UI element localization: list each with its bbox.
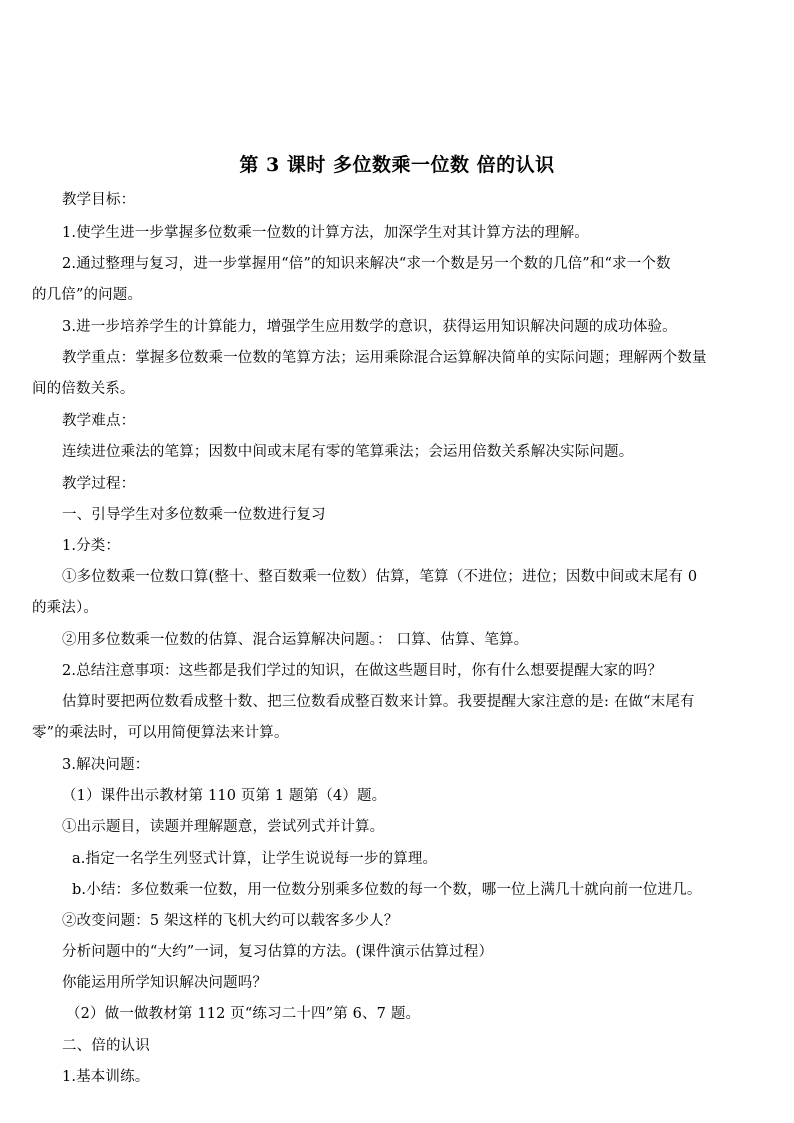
section-heading-process: 教学过程：: [62, 476, 136, 492]
objective-3: 3.进一步培养学生的计算能力，增强学生应用数学的意识，获得运用知识解决问题的成功体验。: [62, 319, 677, 335]
problem-2: （2）做一做教材第 112 页“练习二十四”第 6、7 题。: [66, 1006, 421, 1022]
classification-item-2: ②用多位数乘一位数的估算、混合运算解决问题。： 口算、估算、笔算。: [62, 632, 529, 648]
section-heading-objectives: 教学目标：: [62, 192, 136, 208]
classification-item-1: ①多位数乘一位数口算(整十、整百数乘一位数）估算，笔算（不进位；进位；因数中间或末尾有 0: [62, 569, 698, 585]
part-two-heading: 二、倍的认识: [62, 1038, 150, 1054]
problem-1-step-2: ②改变问题：5 架这样的飞机大约可以载客多少人？: [62, 913, 399, 929]
problem-1: （1）课件出示教材第 110 页第 1 题第（4）题。: [62, 788, 387, 804]
objective-2-continued: 的几倍”的问题。: [32, 287, 143, 303]
key-points-continued: 间的倍数关系。: [32, 381, 135, 397]
analysis-text: 分析问题中的“大约”一词，复习估算的方法。(课件演示估算过程）: [62, 944, 494, 960]
problem-1-step-a: a.指定一名学生列竖式计算，让学生说说每一步的算理。: [72, 851, 438, 867]
section-heading-difficulties: 教学难点：: [62, 413, 136, 429]
basic-training: 1.基本训练。: [62, 1069, 150, 1085]
problem-1-step-1: ①出示题目，读题并理解题意，尝试列式并计算。: [62, 819, 385, 835]
objective-1: 1.使学生进一步掌握多位数乘一位数的计算方法，加深学生对其计算方法的理解。: [62, 225, 589, 241]
step-classification: 1.分类：: [62, 538, 121, 554]
objective-2: 2.通过整理与复习，进一步掌握用“倍”的知识来解决“求一个数是另一个数的几倍”和“求一个数: [62, 256, 671, 272]
difficulties-text: 连续进位乘法的笔算；因数中间或末尾有零的笔算乘法；会运用倍数关系解决实际问题。: [62, 444, 634, 460]
question-text: 你能运用所学知识解决问题吗？: [62, 975, 268, 991]
step-summary: 2.总结注意事项：这些都是我们学过的知识，在做这些题目时，你有什么想要提醒大家的吗？: [62, 663, 663, 679]
problem-1-step-b: b.小结：多位数乘一位数，用一位数分别乘多位数的每一个数，哪一位上满几十就向前一位进几。: [72, 882, 702, 898]
step-problem-solving: 3.解决问题：: [62, 757, 150, 773]
part-one-heading: 一、引导学生对多位数乘一位数进行复习: [62, 507, 326, 523]
summary-answer: 估算时要把两位数看成整十数、把三位数看成整百数来计算。我要提醒大家注意的是: 在做“末尾有: [62, 694, 695, 710]
page-title: 第 3 课时 多位数乘一位数 倍的认识: [239, 154, 555, 176]
summary-answer-continued: 零”的乘法时，可以用简便算法来计算。: [32, 725, 289, 741]
classification-item-1-continued: 的乘法）。: [32, 600, 98, 616]
key-points: 教学重点：掌握多位数乘一位数的笔算方法；运用乘除混合运算解决简单的实际问题；理解两个数量: [62, 350, 707, 366]
